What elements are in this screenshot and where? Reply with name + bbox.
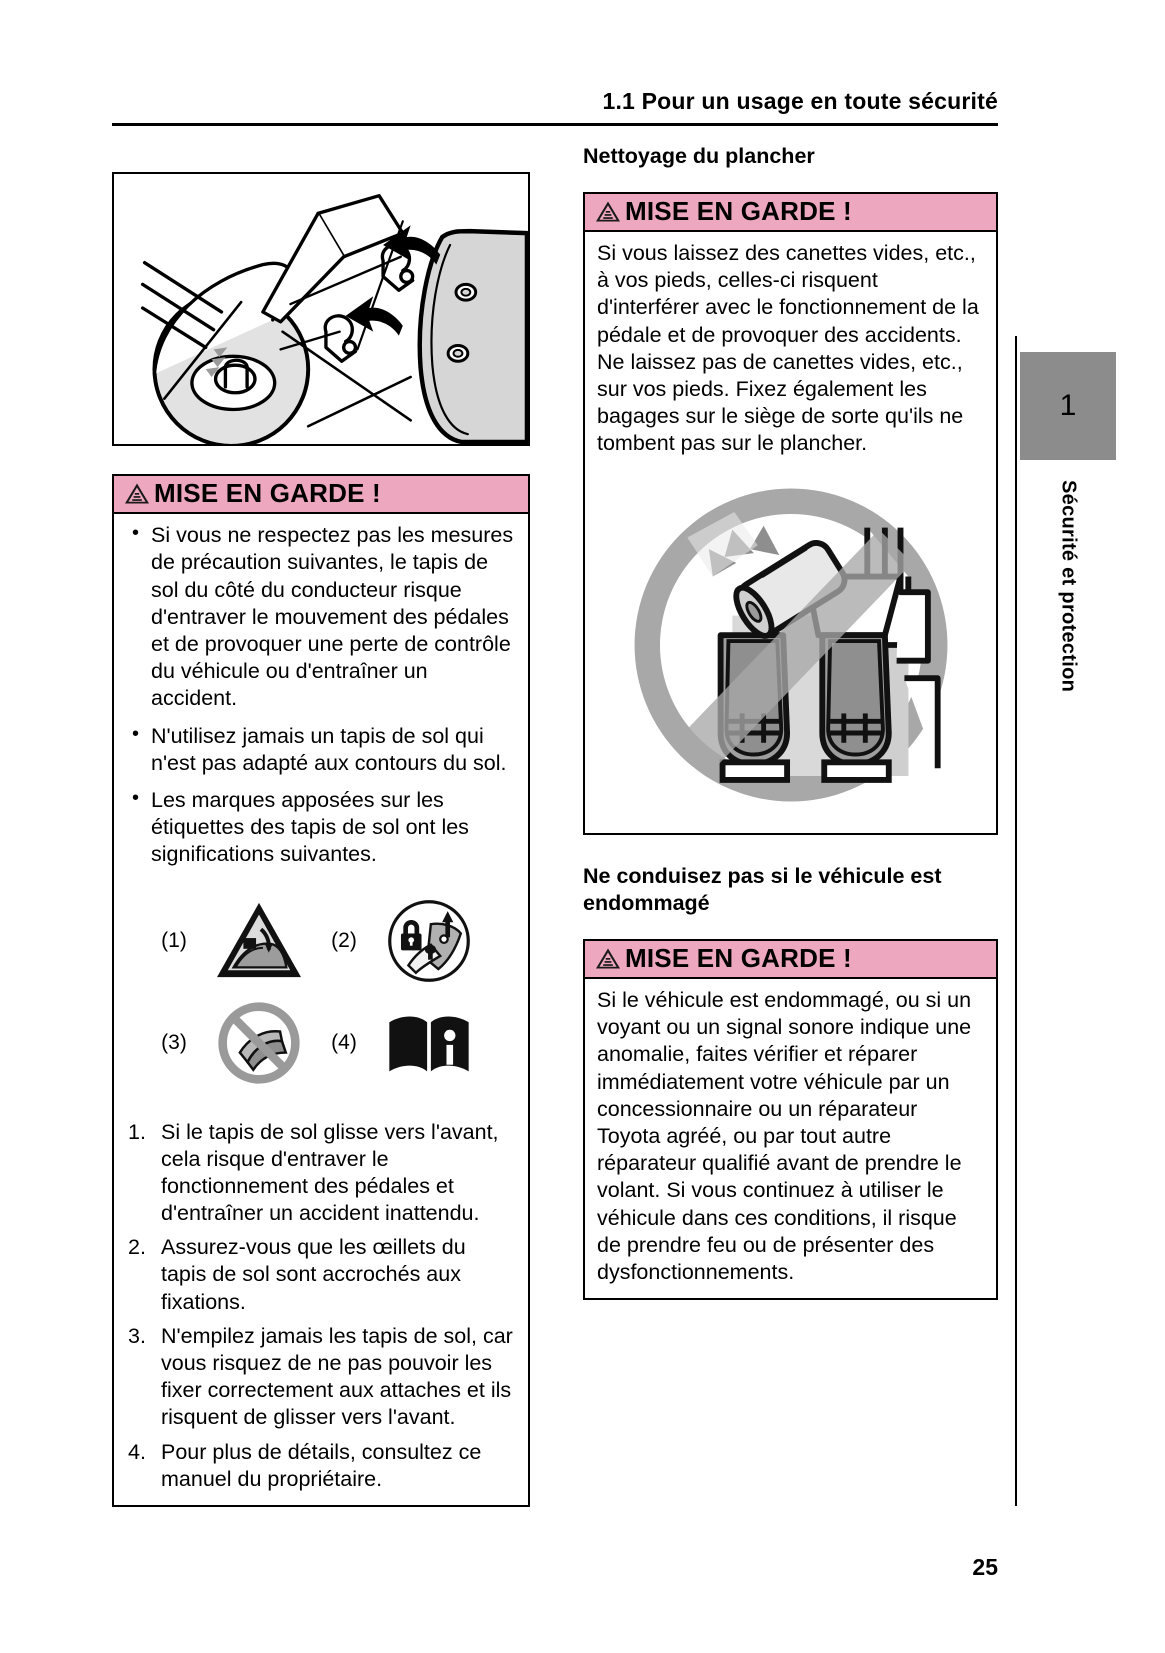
warning-body [585, 232, 996, 834]
no-cans-at-feet-illustration [615, 469, 967, 821]
floor-mat-hooks-figure [112, 172, 530, 446]
list-item: Assurez-vous que les œillets du tapis de sol sont accrochés aux fixations. [161, 1235, 466, 1314]
warning-bullet-list [126, 522, 516, 868]
chapter-tab [1020, 352, 1116, 460]
section-subhead-damaged-vehicle: Ne conduisez pas si le véhicule est endommagé [583, 864, 942, 916]
header-rule [112, 123, 998, 126]
right-column [583, 143, 998, 1300]
warning-header [585, 941, 996, 979]
running-head: 1.1 Pour un usage en toute sécurité [602, 88, 998, 114]
pictogram-number: (3) [161, 1031, 187, 1055]
warning-triangle-icon [124, 482, 150, 505]
list-item: • N'utilisez jamais un tapis de sol qui n'est pas adapté aux contours du sol. [126, 723, 516, 777]
pictogram-number: (1) [161, 929, 187, 953]
warning-triangle-mat-icon [213, 895, 305, 987]
warning-header [585, 194, 996, 232]
warning-box-floor-cleaning [583, 192, 998, 836]
warning-header [114, 476, 528, 514]
list-item: • Si vous ne respectez pas les mesures de précaution suivantes, le tapis de sol du côté du conducteur risque d'entraver le mouvement des pédales et de provoquer une perte de contrôle du véhicule ou d'entraîner un accident. [126, 522, 516, 712]
warning-heading: MISE EN GARDE ! [625, 942, 852, 973]
left-column [112, 172, 530, 1507]
warning-body [585, 979, 996, 1298]
chapter-label-text: Sécurité et protection [1057, 480, 1080, 693]
warning-numbered-list [126, 1119, 516, 1493]
pictogram-number: (2) [331, 929, 357, 953]
list-item: N'empilez jamais les tapis de sol, car vous risquez de ne pas pouvoir les fixer correctement aux attaches et ils risquent de glisser vers l'avant. [161, 1323, 513, 1430]
warning-heading: MISE EN GARDE ! [154, 478, 381, 508]
chapter-number: 1 [1059, 389, 1077, 422]
lock-mat-hook-icon [383, 895, 475, 987]
side-margin-rule [1015, 336, 1017, 1506]
warning-triangle-icon [595, 200, 621, 223]
pictogram-number: (4) [331, 1031, 357, 1055]
warning-heading: MISE EN GARDE ! [625, 195, 852, 226]
warning-text: Si vous laissez des canettes vides, etc., à vos pieds, celles-ci risquent d'interférer avec le fonctionnement de la pédale et de provoquer des accidents. Ne laissez pas de canettes vides, etc., sur vos pieds. Fixez également les bagages sur le siège de sorte qu'ils ne tombent pas sur le plancher. [597, 240, 979, 456]
list-item: Pour plus de détails, consultez ce manuel du propriétaire. [161, 1439, 482, 1491]
warning-box-floor-mats [112, 474, 530, 1507]
warning-triangle-icon [595, 947, 621, 970]
pictogram-grid [126, 893, 516, 1091]
warning-box-damaged-vehicle [583, 939, 998, 1300]
list-item: • Les marques apposées sur les étiquettes des tapis de sol ont les significations suivantes. [126, 787, 516, 869]
warning-text: Si le véhicule est endommagé, ou si un voyant ou un signal sonore indique une anomalie, faites vérifier et réparer immédiatement votre véhicule par un concessionnaire ou un réparateur Toyota agréé, ou par tout autre réparateur qualifié avant de prendre le volant. Si vous continuez à utiliser le véhicule dans ces conditions, il risque de prendre feu ou de présenter des dysfonctionnements. [597, 988, 972, 1284]
no-cans-at-feet-figure [597, 469, 984, 821]
list-item: Si le tapis de sol glisse vers l'avant, cela risque d'entraver le fonctionnement des pédales et d'entraîner un accident inattendu. [161, 1119, 499, 1226]
open-manual-book-icon [383, 997, 475, 1089]
no-stacking-mats-icon [213, 997, 305, 1089]
chapter-label [1020, 480, 1116, 840]
warning-body [114, 514, 528, 1505]
floor-mat-hooks-illustration [114, 174, 528, 444]
section-subhead-floor-cleaning: Nettoyage du plancher [583, 144, 815, 168]
page-number: 25 [972, 1554, 998, 1580]
